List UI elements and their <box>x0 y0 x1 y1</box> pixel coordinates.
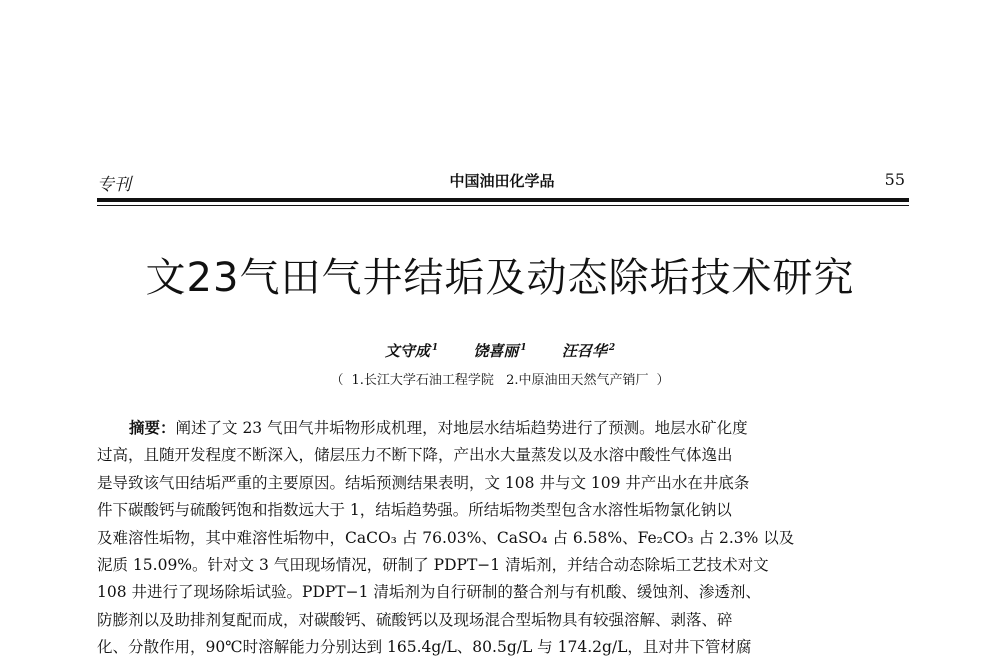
abstract-line: 件下碳酸钙与硫酸钙饱和指数远大于 1，结垢趋势强。所结垢物类型包含水溶性垢物氯化钠以 <box>97 501 732 520</box>
abstract-line: 过高，且随开发程度不断深入，储层压力不断下降，产出水大量蒸发以及水溶中酸性气体逸出 <box>97 446 733 465</box>
abstract-line: 化、分散作用，90℃时溶解能力分别达到 165.4g/L、80.5g/L 与 174.2g/L，且对井下管材腐 <box>97 638 752 657</box>
author-name: 文守成 <box>384 342 430 360</box>
affiliation-1: 1.长江大学石油工程学院 <box>351 373 494 388</box>
abstract-label: 摘要： <box>129 418 176 437</box>
author <box>385 342 438 360</box>
affiliation-close-paren: ） <box>656 373 670 388</box>
journal-name: 中国油田化学品 <box>449 172 555 190</box>
author-name: 饶喜丽 <box>473 342 519 360</box>
section-label: 专刊 <box>97 175 131 195</box>
affiliations <box>0 369 1000 388</box>
abstract-line: 防膨剂以及助排剂复配而成，对碳酸钙、硫酸钙以及现场混合型垢物具有较强溶解、剥落、碎 <box>97 610 733 629</box>
abstract-line: 是导致该气田结垢严重的主要原因。结垢预测结果表明，文 108 井与文 109 井产出水在井底条 <box>97 473 750 492</box>
author-name: 汪召华 <box>561 342 607 360</box>
abstract-line: 泥质 15.09%。针对文 3 气田现场情况，研制了 PDPT−1 清垢剂，并结合动态除垢工艺技术对文 <box>97 556 769 575</box>
author-affiliation-mark: 2 <box>608 343 616 353</box>
page-number: 55 <box>884 170 905 189</box>
affiliation-open-paren: （ <box>330 373 344 388</box>
author <box>473 342 526 360</box>
author <box>562 342 615 360</box>
author-affiliation-mark: 1 <box>431 343 439 353</box>
abstract-line: 108 井进行了现场除垢试验。PDPT−1 清垢剂为自行研制的螯合剂与有机酸、缓蚀剂、渗透剂、 <box>97 583 761 602</box>
abstract <box>97 414 909 662</box>
article-title: 文23气田气井结垢及动态除垢技术研究 <box>145 255 855 301</box>
running-header <box>97 168 907 194</box>
abstract-text: 阐述了文 23 气田气井垢物形成机理，对地层水结垢趋势进行了预测。地层水矿化度 <box>175 419 748 437</box>
author-affiliation-mark: 1 <box>520 343 527 353</box>
author-list <box>0 340 1000 361</box>
abstract-line <box>97 414 909 442</box>
abstract-line: 及难溶性垢物，其中难溶性垢物中，CaCO₃ 占 76.03%、CaSO₄ 占 6.58%、Fe₂CO₃ 占 2.3% 以及 <box>97 528 795 547</box>
affiliation-2: 2.中原油田天然气产销厂 <box>506 373 649 388</box>
header-rule-thick <box>97 198 909 202</box>
header-rule-thin <box>97 205 909 206</box>
